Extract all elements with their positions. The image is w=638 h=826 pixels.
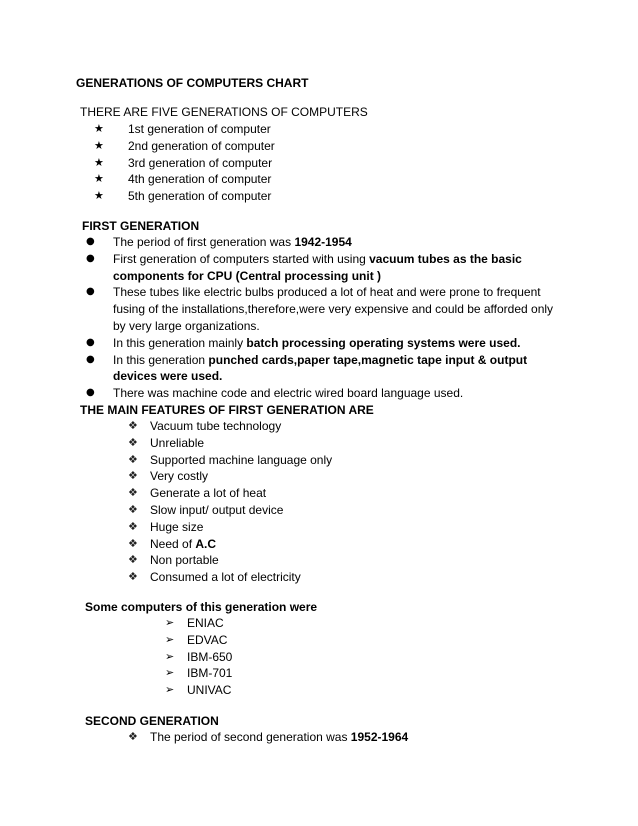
dot-bullet-icon: ● bbox=[86, 236, 95, 247]
list-item: ★ 1st generation of computer bbox=[94, 122, 271, 136]
dot-bullet-icon: ● bbox=[86, 336, 95, 348]
computers-list bbox=[165, 615, 232, 699]
diamond-bullet-icon: ❖ bbox=[128, 519, 138, 533]
diamond-bullet-icon: ❖ bbox=[128, 570, 138, 584]
list-item: ● There was machine code and electric wired board language used. bbox=[86, 386, 464, 401]
list-item: ❖ The period of second generation was 1952-1964 bbox=[128, 730, 409, 744]
dot-bullet-icon: ● bbox=[86, 353, 95, 365]
document-title: GENERATIONS OF COMPUTERS CHART bbox=[76, 76, 309, 90]
star-bullet-icon: ★ bbox=[94, 155, 104, 169]
list-item: ❖ Generate a lot of heat bbox=[128, 486, 267, 501]
list-item: ➢ EDVAC bbox=[165, 632, 228, 647]
computers-heading: Some computers of this generation were bbox=[85, 600, 318, 614]
list-item: ★ 5th generation of computer bbox=[94, 189, 272, 204]
list-item: ❖ Need of A.C bbox=[128, 536, 217, 551]
list-item: ❖ Supported machine language only bbox=[128, 452, 333, 467]
features-heading: THE MAIN FEATURES OF FIRST GENERATION ARE bbox=[80, 403, 374, 417]
list-item: ● In this generation punched cards,paper tape,magnetic tape input & output devices were used. bbox=[86, 352, 528, 384]
generations-list bbox=[94, 121, 275, 205]
list-item: ★ 2nd generation of computer bbox=[94, 138, 275, 153]
list-item: ● In this generation mainly batch processing operating systems were used. bbox=[86, 335, 521, 350]
list-item: ❖ Consumed a lot of electricity bbox=[128, 570, 301, 585]
arrow-bullet-icon: ➢ bbox=[165, 616, 175, 629]
first-generation-points bbox=[83, 234, 567, 402]
diamond-bullet-icon: ❖ bbox=[128, 469, 138, 483]
second-generation-points bbox=[128, 729, 408, 746]
list-item: ❖ Very costly bbox=[128, 469, 209, 484]
intro-text: THERE ARE FIVE GENERATIONS OF COMPUTERS bbox=[80, 105, 368, 119]
dot-bullet-icon: ● bbox=[86, 252, 95, 264]
arrow-bullet-icon: ➢ bbox=[165, 632, 175, 646]
diamond-bullet-icon: ❖ bbox=[128, 435, 138, 449]
diamond-bullet-icon: ❖ bbox=[128, 502, 138, 516]
list-item: ● The period of first generation was 1942-1954 bbox=[86, 235, 352, 249]
features-list bbox=[128, 418, 332, 586]
dot-bullet-icon: ● bbox=[86, 286, 95, 298]
diamond-bullet-icon: ❖ bbox=[128, 419, 138, 432]
second-generation-heading: SECOND GENERATION bbox=[85, 714, 219, 728]
list-item: ★ 4th generation of computer bbox=[94, 172, 272, 187]
arrow-bullet-icon: ➢ bbox=[165, 649, 175, 663]
diamond-bullet-icon: ❖ bbox=[128, 730, 138, 743]
star-bullet-icon: ★ bbox=[94, 122, 104, 135]
list-item: ❖ Slow input/ output device bbox=[128, 502, 284, 517]
list-item: ➢ UNIVAC bbox=[165, 683, 232, 698]
list-item: ❖ Unreliable bbox=[128, 435, 205, 450]
list-item: ❖ Vacuum tube technology bbox=[128, 419, 282, 433]
list-item: ➢ ENIAC bbox=[165, 616, 224, 630]
diamond-bullet-icon: ❖ bbox=[128, 452, 138, 466]
list-item: ➢ IBM-650 bbox=[165, 649, 233, 664]
list-item: ● These tubes like electric bulbs produced a lot of heat and were prone to frequent fusing of the installations,therefore,were very expensive and could be afforded only by very large organizations. bbox=[86, 285, 554, 333]
diamond-bullet-icon: ❖ bbox=[128, 553, 138, 567]
first-generation-heading: FIRST GENERATION bbox=[82, 219, 200, 233]
list-item: ● First generation of computers started with using vacuum tubes as the basic components for CPU (Central processing unit ) bbox=[86, 251, 522, 283]
arrow-bullet-icon: ➢ bbox=[165, 666, 175, 680]
list-item: ❖ Non portable bbox=[128, 553, 219, 568]
arrow-bullet-icon: ➢ bbox=[165, 683, 175, 697]
list-item: ★ 3rd generation of computer bbox=[94, 155, 273, 170]
dot-bullet-icon: ● bbox=[86, 387, 95, 399]
star-bullet-icon: ★ bbox=[94, 138, 104, 152]
diamond-bullet-icon: ❖ bbox=[128, 486, 138, 500]
star-bullet-icon: ★ bbox=[94, 189, 104, 203]
list-item: ❖ Huge size bbox=[128, 519, 204, 534]
list-item: ➢ IBM-701 bbox=[165, 666, 233, 681]
star-bullet-icon: ★ bbox=[94, 172, 104, 186]
diamond-bullet-icon: ❖ bbox=[128, 536, 138, 550]
